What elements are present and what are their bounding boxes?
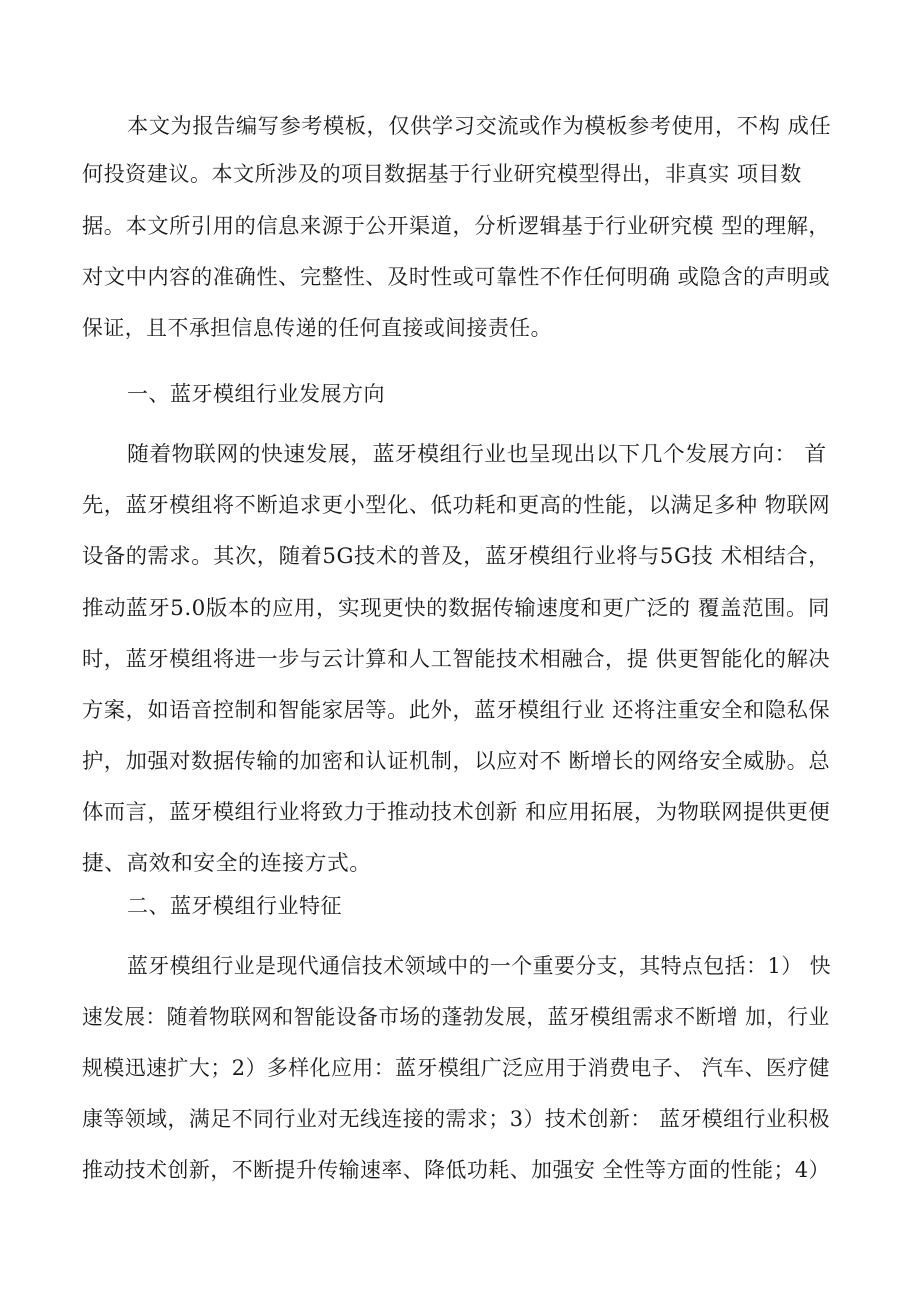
section2-line-5: 推动技术创新，不断提升传输速率、降低功耗、加强安 全性等方面的性能；4） xyxy=(82,1158,831,1182)
disclaimer-line-4: 对文中内容的准确性、完整性、及时性或可靠性不作任何明确 或隐含的声明或 xyxy=(82,265,831,289)
section1-line-8: 体而言，蓝牙模组行业将致力于推动技术创新 和应用拓展，为物联网提供更便 xyxy=(82,800,831,824)
section1-line-6: 方案，如语音控制和智能家居等。此外，蓝牙模组行业 还将注重安全和隐私保 xyxy=(82,698,831,722)
disclaimer-line-2: 何投资建议。本文所涉及的项目数据基于行业研究模型得出，非真实 项目数 xyxy=(82,162,802,186)
section2-heading: 二、蓝牙模组行业特征 xyxy=(127,894,342,918)
section1-line-2: 先，蓝牙模组将不断追求更小型化、低功耗和更高的性能，以满足多种 物联网 xyxy=(82,493,831,517)
section2-line-4: 康等领域，满足不同行业对无线连接的需求；3）技术创新： 蓝牙模组行业积极 xyxy=(82,1107,831,1131)
section2-line-1: 蓝牙模组行业是现代通信技术领域中的一个重要分支，其特点包括：1） 快 xyxy=(127,954,832,978)
disclaimer-line-5: 保证，且不承担信息传递的任何直接或间接责任。 xyxy=(82,316,552,340)
section1-line-5: 时，蓝牙模组将进一步与云计算和人工智能技术相融合，提 供更智能化的解决 xyxy=(82,647,831,671)
section1-line-9: 捷、高效和安全的连接方式。 xyxy=(82,851,372,875)
section1-line-1: 随着物联网的快速发展，蓝牙模组行业也呈现出以下几个发展方向： 首 xyxy=(127,442,827,466)
section1-line-3: 设备的需求。其次，随着5G技术的普及，蓝牙模组行业将与5G技 术相结合， xyxy=(82,544,830,568)
section1-line-4: 推动蓝牙5.0版本的应用，实现更快的数据传输速度和更广泛的 覆盖范围。同 xyxy=(82,596,831,620)
section2-line-3: 规模迅速扩大；2）多样化应用：蓝牙模组广泛应用于消费电子、 汽车、医疗健 xyxy=(82,1056,831,1080)
section1-line-7: 护，加强对数据传输的加密和认证机制，以应对不 断增长的网络安全威胁。总 xyxy=(82,749,831,773)
section1-heading: 一、蓝牙模组行业发展方向 xyxy=(127,382,385,406)
disclaimer-line-3: 据。本文所引用的信息来源于公开渠道，分析逻辑基于行业研究模 型的理解， xyxy=(82,214,831,238)
section2-line-2: 速发展：随着物联网和智能设备市场的蓬勃发展，蓝牙模组需求不断增 加，行业 xyxy=(82,1005,830,1029)
disclaimer-line-1: 本文为报告编写参考模板，仅供学习交流或作为模板参考使用，不构 成任 xyxy=(127,114,832,138)
